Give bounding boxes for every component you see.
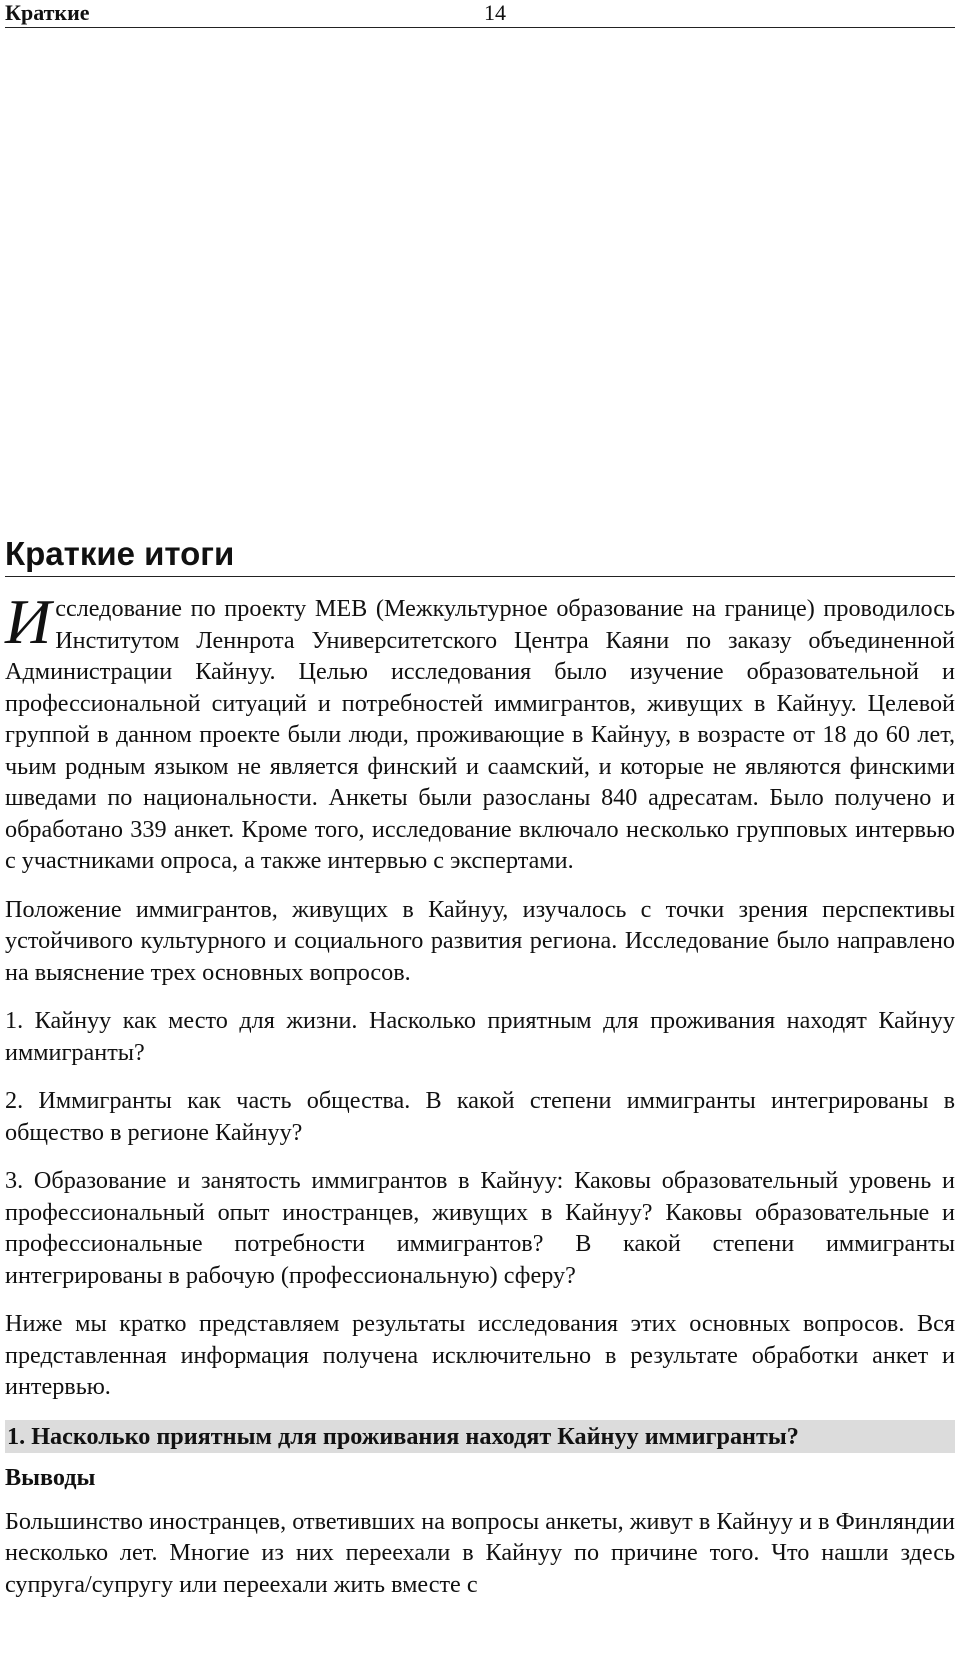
final-paragraph: Большинство иностранцев, ответивших на вопросы анкеты, живут в Кайнуу и в Финляндии несколько лет. Многие из них переехали в Кайнуу по причине того. Что нашли здесь супруга/супругу или переехали жить вместе с: [5, 1507, 955, 1598]
document-page: [5, 0, 955, 1598]
running-header-title: Краткие: [5, 0, 90, 25]
intro-paragraph: [5, 586, 955, 877]
paragraph-summary-note: Ниже мы кратко представляем результаты исследования этих основных вопросов. Вся представленная информация получена исключительно в результате обработки анкет и интервью.: [5, 1310, 955, 1400]
paragraph-context: Положение иммигрантов, живущих в Кайнуу, изучалось с точки зрения перспективы устойчивого культурного и социального развития региона. Исследование было направлено на выяснение трех основных вопросов.: [5, 895, 955, 986]
body-text: [5, 586, 955, 1617]
intro-text: сследование по проекту MEB (Межкультурное образование на границе) проводилось Институтом Леннрота Университетского Центра Каяни по заказу объединенной Администрации Кайнуу. Целью исследования было изучение образовательной и профессиональной ситуаций и потребностей иммигрантов, живущих в Кайнуу. Целевой группой в данном проекте были люди, проживающие в Кайнуу, в возрасте от 18 до 60 лет, чьим родным языком не является финский и саамский, и которые не являются финскими шведами по национальности. Анкеты были разосланы 840 адресатам. Было получено и обработано 339 анкет. Кроме того, исследование включало несколько групповых интервью с участниками опроса, а также интервью с экспертами.: [5, 595, 955, 874]
section-title: Краткие итоги: [5, 532, 955, 577]
page-number: 14: [484, 0, 506, 25]
question-heading: 1. Насколько приятным для проживания находят Кайнуу иммигранты?: [5, 1420, 955, 1453]
paragraph-question-3: 3. Образование и занятость иммигрантов в Кайнуу: Каковы образовательный уровень и профессиональный опыт иностранцев, живущих в Кайнуу? Каковы образовательные и профессиональные потребности иммигрантов? В какой степени иммигранты интегрированы в рабочую (профессиональную) сферу?: [5, 1167, 955, 1289]
paragraph-question-1: 1. Кайнуу как место для жизни. Насколько приятным для проживания находят Кайнуу иммигранты?: [5, 1007, 955, 1066]
drop-cap: И: [5, 586, 52, 657]
paragraph-question-2: 2. Иммигранты как часть общества. В какой степени иммигранты интегрированы в общество в регионе Кайнуу?: [5, 1087, 955, 1146]
conclusions-subheading: Выводы: [5, 1463, 96, 1491]
running-header: [5, 0, 955, 28]
